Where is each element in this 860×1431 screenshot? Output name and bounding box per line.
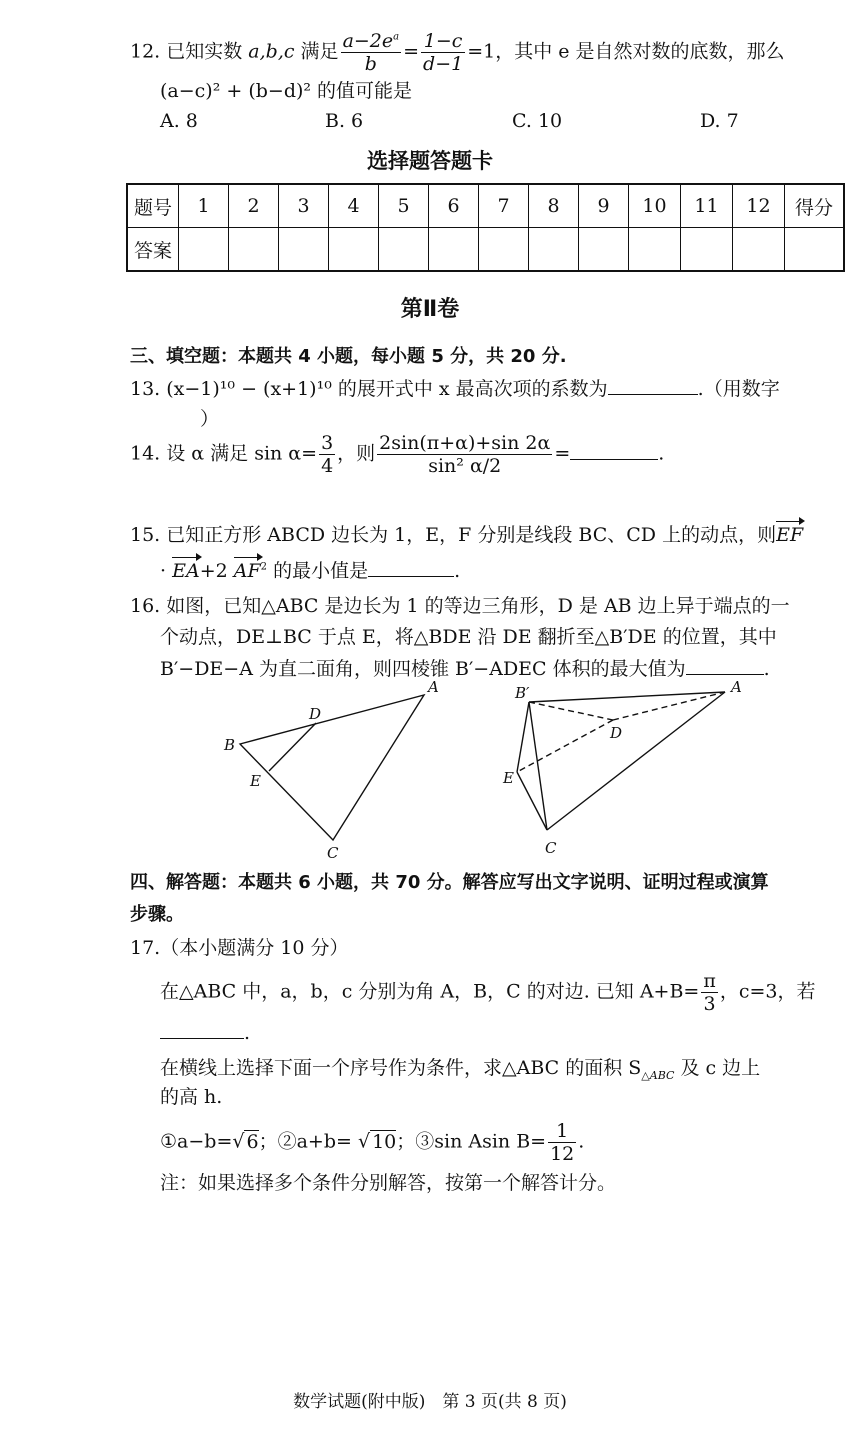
q17-pi-den: 3 [703,993,716,1015]
q12-vars: a,b,c [248,40,295,63]
q17-line4: 的高 h. [160,1086,223,1108]
answer-box-12[interactable] [733,228,785,272]
q15-tail: 的最小值是 [267,560,369,582]
q17-blank[interactable] [160,1020,244,1039]
q14-frac-expr [377,432,552,477]
q17-line3 [160,1053,760,1082]
q14-frac-den: 4 [321,455,334,477]
answer-box-5[interactable] [379,228,429,272]
q17-line3-tail: 及 c 边上 [674,1057,761,1079]
q17-cond1: ①a−b= [160,1130,233,1153]
answer-card-cell-6: 6 [429,184,479,228]
q17-conditions: ①a−b=√ 6；②a+b= √ 10；③sin Asin B= $\frac{1}{12}$ . [160,1120,585,1165]
q12-frac1-den: b [364,53,377,75]
answer-card-score-header: 得分 [785,184,845,228]
q13-line1 [130,374,780,401]
q17-note: 注：如果选择多个条件分别解答，按第一个解答计分。 [160,1172,617,1194]
q17-head: 17.（本小题满分 10 分） [130,937,349,959]
q17-area-subscript: △ABC [641,1068,675,1082]
q14-expr-num: 2sin(π+α)+sin 2α [379,432,551,454]
section4-title-line1: 四、解答题：本题共 6 小题，共 70 分。解答应写出文字说明、证明过程或演算 [130,872,769,893]
label-left-e: E [250,772,261,790]
answer-card-header-number: 题号 [127,184,179,228]
q14-blank[interactable] [570,441,658,460]
q16-blank[interactable] [686,656,764,675]
q12-option-a: A. 8 [160,110,198,132]
q17-cond3-num: 1 [548,1120,576,1143]
left-triangle-figure [240,695,424,840]
label-right-c: C [545,839,557,857]
answer-card-row-answers [127,228,844,272]
answer-card-cell-2: 2 [229,184,279,228]
answer-card-cell-3: 3 [279,184,329,228]
answer-box-1[interactable] [179,228,229,272]
q12-eq: = [403,40,420,63]
q17-line1-tail: ，c=3，若 [719,980,816,1003]
answer-card-table [126,183,845,272]
section4-title-line2: 步骤。 [130,904,184,925]
q15-line1 [130,520,803,547]
q14-prefix: 14. 设 α 满足 sin α= [130,442,318,465]
q16-text: B′−DE−A 为直二面角，则四棱锥 B′−ADEC 体积的最大值为 [160,658,686,680]
q12-suffix: =1，其中 e 是自然对数的底数，那么 [467,40,785,63]
vector-af: AF [233,560,261,582]
q15-blank[interactable] [368,558,454,577]
q16-line3: B′−DE−A 为直二面角，则四棱锥 B′−ADEC 体积的最大值为 . [160,658,770,680]
vector-ef: EF [776,524,804,546]
answer-card-cell-10: 10 [629,184,681,228]
answer-card-cell-11: 11 [681,184,733,228]
q14-line: 14. 设 α 满足 sin α= $\frac{3}{4}$ ，则 $\frac{2\sin(\pi+\alpha)+\sin 2\alpha}{\text{sin² α/2}}$ = . [130,432,665,477]
q12-frac1-num: a−2e [342,30,394,52]
q14-expr-den: sin² α/2 [428,455,502,477]
answer-box-3[interactable] [279,228,329,272]
answer-card-header-answer: 答案 [127,228,179,272]
q17-cond3-frac [548,1120,576,1165]
answer-box-7[interactable] [479,228,529,272]
label-left-a: A [428,678,439,696]
score-box[interactable] [785,228,845,272]
q12-option-c: C. 10 [512,110,563,132]
answer-box-2[interactable] [229,228,279,272]
answer-card-cell-5: 5 [379,184,429,228]
label-right-e: E [503,769,514,787]
label-left-b: B [224,736,236,754]
q13-text: 13. (x−1)¹⁰ − (x+1)¹⁰ 的展开式中 x 最高次项的系数为 [130,378,608,400]
q12-option-b: B. 6 [325,110,364,132]
q12-line2: (a−c)² + (b−d)² 的值可能是 [160,80,413,102]
answer-box-6[interactable] [429,228,479,272]
label-right-d: D [610,724,623,742]
triangle-abc [240,695,424,840]
q16-line1: 16. 如图，已知△ABC 是边长为 1 的等边三角形，D 是 AB 边上异于端点的一 [130,595,790,617]
q12-prefix: 12. 已知实数 [130,40,249,63]
q15-text: 15. 已知正方形 ABCD 边长为 1，E，F 分别是线段 BC、CD 上的动点，则 [130,524,777,546]
answer-box-11[interactable] [681,228,733,272]
q17-cond3-den: 12 [550,1143,575,1165]
q12-frac1 [341,30,402,75]
answer-box-4[interactable] [329,228,379,272]
answer-card-cell-8: 8 [529,184,579,228]
q12-frac2-den: d−1 [423,53,464,75]
label-right-bprime: B′ [515,684,530,702]
label-right-a: A [731,678,742,696]
label-left-d: D [309,705,322,723]
q15-line2: · EA+2 $AF^2$ 的最小值是 . [160,560,461,582]
q17-pi-frac [701,970,718,1015]
q17-line1 [160,970,816,1015]
q17-cond1-root: 6 [246,1130,259,1153]
vector-ea: EA [172,560,200,582]
answer-card-cell-9: 9 [579,184,629,228]
q15-dot: · [160,560,167,582]
answer-card-cell-1: 1 [179,184,229,228]
q17-cond3: ；③sin Asin B= [396,1130,547,1153]
label-left-c: C [327,844,339,862]
q16-line2: 个动点，DE⊥BC 于点 E，将△BDE 沿 DE 翻折至△B′DE 的位置，其中 [160,626,777,648]
answer-box-10[interactable] [629,228,681,272]
q17-pi-num: π [703,970,716,992]
answer-card-cell-4: 4 [329,184,379,228]
part2-title: 第Ⅱ卷 [400,297,460,322]
q17-line3-text: 在横线上选择下面一个序号作为条件，求△ABC 的面积 S [160,1057,642,1079]
page-footer: 数学试题(附中版) 第 3 页(共 8 页) [293,1392,567,1412]
q14-frac-value [319,432,335,477]
q13-line2: ） [200,408,220,430]
q12-option-d: D. 7 [700,110,739,132]
q13-tail: .（用数字 [697,378,780,400]
answer-box-9[interactable] [579,228,629,272]
q17-cond2-root: 10 [372,1130,397,1153]
q14-mid: ，则 [337,442,376,465]
q15-plus: +2 [199,560,228,582]
q17-line1-text: 在△ABC 中，a，b，c 分别为角 A，B，C 的对边. 已知 A+B= [160,980,700,1003]
q13-blank[interactable] [608,376,698,395]
q12-frac1-sup: a [393,31,400,43]
q12-line1 [130,30,785,75]
q17-blank-line: . [160,1020,250,1044]
q12-frac2 [421,30,465,75]
q12-mid: 满足 [294,40,339,63]
q12-frac2-num: 1−c [421,30,465,53]
right-pyramid-figure [517,692,725,830]
section3-title: 三、填空题：本题共 4 小题，每小题 5 分，共 20 分. [130,346,567,367]
answer-card-row-numbers [127,184,844,228]
q14-frac-num: 3 [321,432,334,454]
q17-cond2: ；②a+b= [258,1130,352,1153]
answer-card-cell-12: 12 [733,184,785,228]
q14-eq: = [554,442,571,465]
q16-figure [0,676,860,866]
answer-box-8[interactable] [529,228,579,272]
answer-card-cell-7: 7 [479,184,529,228]
answer-card-title: 选择题答题卡 [367,149,493,173]
